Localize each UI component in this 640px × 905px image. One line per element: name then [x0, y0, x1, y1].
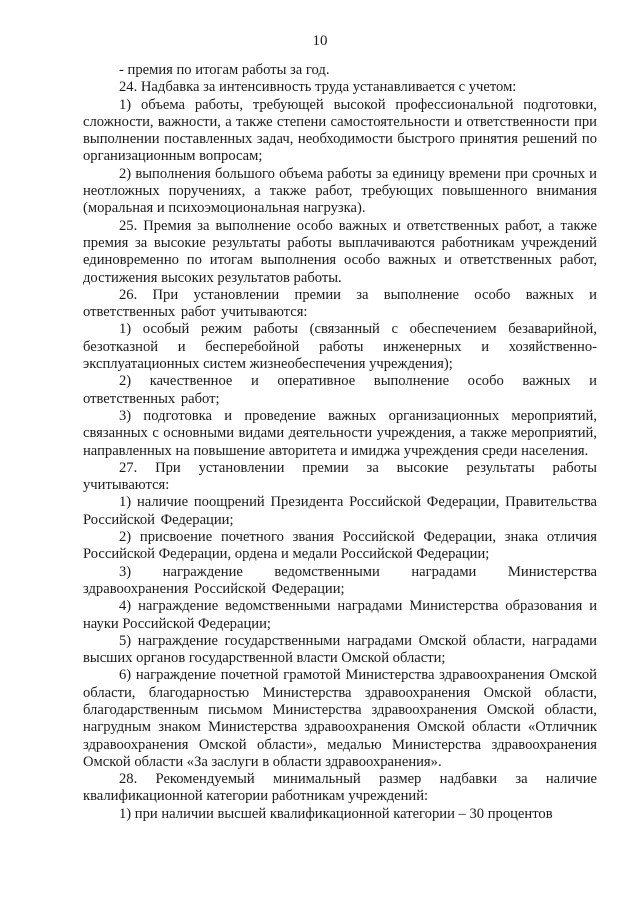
- paragraph-26-heading: 26. При установлении премии за выполнение особо важных и ответственных работ учитываются:: [83, 286, 597, 321]
- paragraph-26-item-1: 1) особый режим работы (связанный с обеспечением безаварийной, безотказной и бесперебойной работы инженерных и хозяйственно-эксплуатационных систем жизнеобеспечения учреждения);: [83, 321, 597, 373]
- paragraph-27-item-3: 3) награждение ведомственными наградами Министерства здравоохранения Российской Федерации;: [83, 563, 597, 597]
- paragraph-bonus-year: - премия по итогам работы за год.: [119, 62, 330, 78]
- paragraph-26-item-2: 2) качественное и оперативное выполнение особо важных и ответственных работ;: [83, 373, 597, 407]
- page-number: 10: [312, 33, 328, 49]
- paragraph-24-item-1: 1) объема работы, требующей высокой профессиональной подготовки, сложности, важности, а также степени самостоятельности и ответственности при выполнении поставленных задач, необходимости быстрого принятия решений по организационным вопросам;: [83, 96, 597, 165]
- paragraph-26-item-3: 3) подготовка и проведение важных организационных мероприятий, связанных с основными видами деятельности учреждения, а также мероприятий, направленных на повышение авторитета и имиджа учреждения среди населения.: [83, 407, 597, 459]
- paragraph-28-heading: 28. Рекомендуемый минимальный размер надбавки за наличие квалификационной категории работникам учреждений:: [83, 771, 597, 805]
- paragraph-24-heading: 24. Надбавка за интенсивность труда устанавливается с учетом:: [119, 79, 517, 96]
- paragraph-28-item-1: 1) при наличии высшей квалификационной категории – 30 процентов: [119, 805, 553, 822]
- paragraph-27-item-6: 6) награждение почетной грамотой Министерства здравоохранения Омской области, благодарностью Министерства здравоохранения Омской области, благодарственным письмом Министерства здравоохранения Омской области, нагрудным знаком Министерства здравоохранения Омской области «Отличник здравоохранения Омской области», медалью Министерства здравоохранения Омской области «За заслуги в области здравоохранения».: [83, 667, 597, 770]
- paragraph-27-item-5: 5) награждение государственными наградами Омской области, наградами высших органов государственной власти Омской области;: [83, 632, 597, 667]
- paragraph-24-item-2: 2) выполнения большого объема работы за единицу времени при срочных и неотложных поручениях, а также работ, требующих повышенного внимания (моральная и психоэмоциональная нагрузка).: [83, 165, 597, 217]
- paragraph-27-heading: 27. При установлении премии за высокие результаты работы учитываются:: [83, 459, 597, 494]
- paragraph-27-item-4: 4) награждение ведомственными наградами Министерства образования и науки Российской Федерации;: [83, 598, 597, 632]
- paragraph-27-item-2: 2) присвоение почетного звания Российской Федерации, знака отличия Российской Федерации, ордена и медали Российской Федерации;: [83, 529, 597, 563]
- paragraph-25: 25. Премия за выполнение особо важных и ответственных работ, а также премия за высокие результаты работы выплачиваются работникам учреждений единовременно по итогам выполнения особо важных и ответственных работ, достижения высоких результатов работы.: [83, 217, 597, 286]
- paragraph-27-item-1: 1) наличие поощрений Президента Российской Федерации, Правительства Российской Федерации;: [83, 494, 597, 528]
- document-body: [83, 62, 597, 823]
